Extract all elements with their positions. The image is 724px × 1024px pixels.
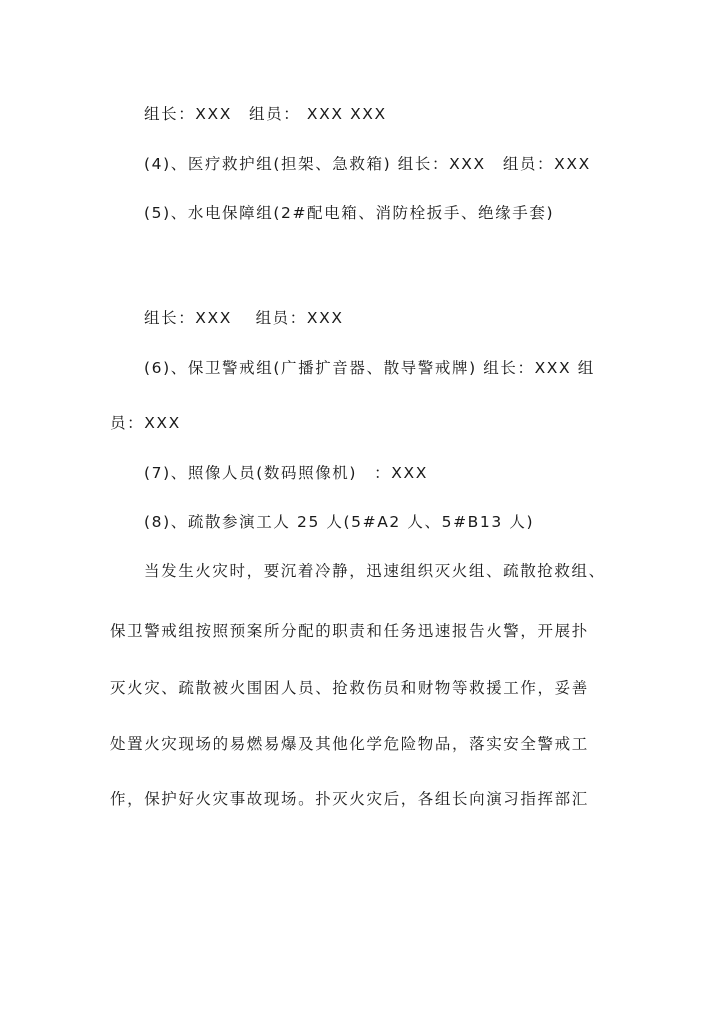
- paragraph-line-5: 作，保护好火灾事故现场。扑灭火灾后，各组长向演习指挥部汇: [110, 790, 589, 808]
- security-team-line: (6)、保卫警戒组(广播扩音器、散导警戒牌) 组长：XXX 组: [144, 359, 595, 377]
- security-team-members-line: 员：XXX: [110, 414, 181, 432]
- evacuation-workers-line: (8)、疏散参演工人 25 人(5#A2 人、5#B13 人): [144, 513, 535, 531]
- paragraph-line-2: 保卫警戒组按照预案所分配的职责和任务迅速报告火警，开展扑: [110, 622, 589, 640]
- utility-support-team-line: (5)、水电保障组(2#配电箱、消防栓扳手、绝缘手套): [144, 204, 555, 222]
- paragraph-line-1: 当发生火灾时，要沉着冷静，迅速组织灭火组、疏散抢救组、: [144, 562, 606, 580]
- utility-team-leader-line: 组长：XXX 组员：XXX: [144, 309, 344, 327]
- paragraph-line-3: 灭火灾、疏散被火围困人员、抢救伤员和财物等救援工作，妥善: [110, 679, 589, 697]
- team-leader-members-line: 组长：XXX 组员： XXX XXX: [144, 105, 387, 123]
- paragraph-line-4: 处置火灾现场的易燃易爆及其他化学危险物品，落实安全警戒工: [110, 735, 589, 753]
- photographer-line: (7)、照像人员(数码照像机) ：XXX: [144, 464, 428, 482]
- medical-rescue-team-line: (4)、医疗救护组(担架、急救箱) 组长：XXX 组员：XXX: [144, 155, 591, 173]
